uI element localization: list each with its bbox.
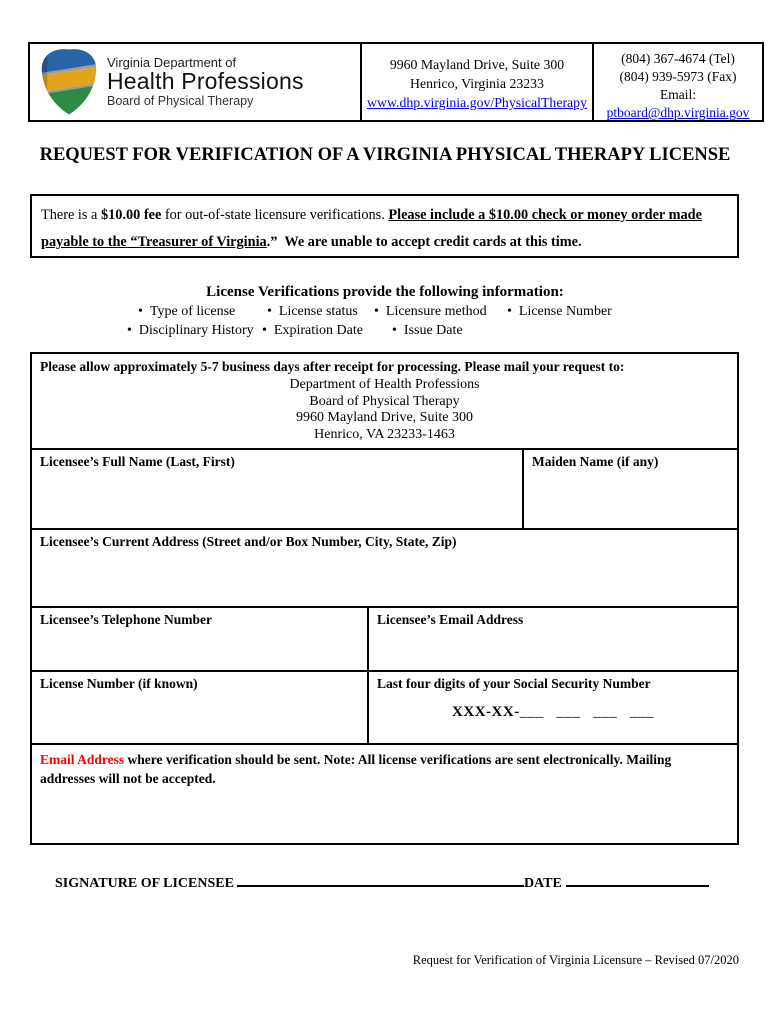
dhp-shield-logo-icon bbox=[38, 47, 100, 117]
current-address-input-area[interactable] bbox=[40, 550, 729, 591]
verification-email-input-area[interactable] bbox=[40, 788, 729, 841]
fee-notice-text-1: There is a bbox=[41, 207, 101, 223]
bullet-item-issue-date: • Issue Date bbox=[392, 323, 463, 339]
logo-cell bbox=[30, 44, 360, 120]
phone-email-row bbox=[32, 606, 737, 670]
license-number-label: License Number (if known) bbox=[40, 676, 198, 691]
ssn-prefix: XXX-XX- bbox=[452, 704, 520, 720]
logo-name-line: Health Professions bbox=[107, 67, 304, 94]
signature-row bbox=[55, 872, 709, 892]
logo-text bbox=[107, 56, 304, 107]
signature-label: SIGNATURE OF LICENSEE bbox=[55, 876, 234, 891]
current-address-cell bbox=[32, 528, 737, 606]
mailto-line-city: Henrico, VA 23233-1463 bbox=[314, 426, 455, 442]
license-ssn-row bbox=[32, 670, 737, 743]
email-note-cell bbox=[32, 743, 737, 843]
mailto-address-block bbox=[40, 377, 729, 443]
maiden-name-input-area[interactable] bbox=[532, 470, 729, 512]
email-note-highlight: Email Address bbox=[40, 752, 125, 767]
page-title: REQUEST FOR VERIFICATION OF A VIRGINIA PHYSICAL THERAPY LICENSE bbox=[39, 145, 731, 165]
logo-dept-line: Virginia Department of bbox=[107, 55, 237, 71]
maiden-name-cell bbox=[524, 450, 737, 528]
license-number-cell bbox=[32, 672, 369, 743]
licensee-email-cell bbox=[369, 608, 737, 670]
ssn-cell bbox=[369, 672, 737, 743]
fax-line: (804) 939-5973 (Fax) bbox=[619, 69, 737, 84]
telephone-input-area[interactable] bbox=[40, 628, 359, 660]
telephone-label: Licensee’s Telephone Number bbox=[40, 612, 212, 627]
header-address-line-2: Henrico, Virginia 23233 bbox=[410, 76, 544, 91]
bullet-item-disciplinary-history: • Disciplinary History bbox=[127, 323, 254, 339]
telephone-line: (804) 367-4674 (Tel) bbox=[621, 51, 735, 66]
info-bullet-list bbox=[0, 304, 770, 344]
form-table bbox=[30, 352, 739, 845]
mailto-line-department: Department of Health Professions bbox=[289, 377, 480, 392]
website-link[interactable]: www.dhp.virginia.gov/PhysicalTherapy bbox=[367, 95, 587, 110]
bullet-item-license-number: • License Number bbox=[507, 304, 612, 320]
bullet-item-licensure-method: • Licensure method bbox=[374, 304, 487, 320]
ssn-blanks-input-area[interactable]: ___ ___ ___ ___ bbox=[519, 704, 654, 720]
full-name-cell bbox=[32, 450, 524, 528]
telephone-cell bbox=[32, 608, 369, 670]
header-contact-cell bbox=[592, 44, 762, 120]
fee-notice-text-2: for out-of-state licensure verifications. bbox=[161, 207, 389, 223]
licensee-email-input-area[interactable] bbox=[377, 628, 729, 660]
email-label: Email: bbox=[660, 87, 696, 102]
license-number-input-area[interactable] bbox=[40, 692, 359, 730]
email-note-text: where verification should be sent. Note: All license verifications are sent electronically. Mailing addresses will not be accepted. bbox=[40, 752, 672, 786]
bullet-item-license-status: • License status bbox=[267, 304, 358, 320]
date-label: DATE bbox=[523, 876, 562, 891]
fee-amount: $10.00 fee bbox=[100, 207, 162, 223]
header-table bbox=[28, 42, 764, 122]
header-address-line-1: 9960 Mayland Drive, Suite 300 bbox=[389, 57, 565, 72]
mailto-box bbox=[32, 354, 737, 448]
full-name-label: Licensee’s Full Name (Last, First) bbox=[40, 454, 235, 469]
footer-revision-note: Request for Verification of Virginia Licensure – Revised 07/2020 bbox=[412, 953, 739, 967]
signature-line[interactable] bbox=[237, 872, 524, 887]
mailto-intro: Please allow approximately 5-7 business days after receipt for processing. Please mail your request to: bbox=[40, 359, 625, 374]
bullet-item-type-of-license: • Type of license bbox=[138, 304, 235, 320]
full-name-input-area[interactable] bbox=[40, 470, 514, 512]
email-link[interactable]: ptboard@dhp.virginia.gov bbox=[606, 105, 750, 120]
info-section-heading: License Verifications provide the following information: bbox=[206, 284, 564, 300]
header-address-cell bbox=[360, 44, 592, 120]
ssn-entry-line bbox=[377, 704, 729, 721]
mailto-line-street: 9960 Mayland Drive, Suite 300 bbox=[296, 410, 473, 425]
fee-payment-instruction: Please include a $10.00 check or money order made payable to the “Treasurer of Virginia bbox=[41, 207, 702, 250]
maiden-name-label: Maiden Name (if any) bbox=[532, 454, 659, 469]
date-line[interactable] bbox=[566, 872, 709, 887]
ssn-label: Last four digits of your Social Security Number bbox=[377, 676, 651, 691]
fee-notice-text-3: .” We are unable to accept credit cards at this time. bbox=[266, 234, 582, 250]
name-row bbox=[32, 448, 737, 528]
mailto-line-board: Board of Physical Therapy bbox=[309, 393, 460, 409]
fee-notice-box bbox=[30, 194, 739, 258]
licensee-email-label: Licensee’s Email Address bbox=[377, 612, 524, 627]
logo-board-line: Board of Physical Therapy bbox=[107, 93, 254, 108]
bullet-item-expiration-date: • Expiration Date bbox=[262, 323, 363, 339]
current-address-label: Licensee’s Current Address (Street and/or Box Number, City, State, Zip) bbox=[40, 534, 457, 549]
